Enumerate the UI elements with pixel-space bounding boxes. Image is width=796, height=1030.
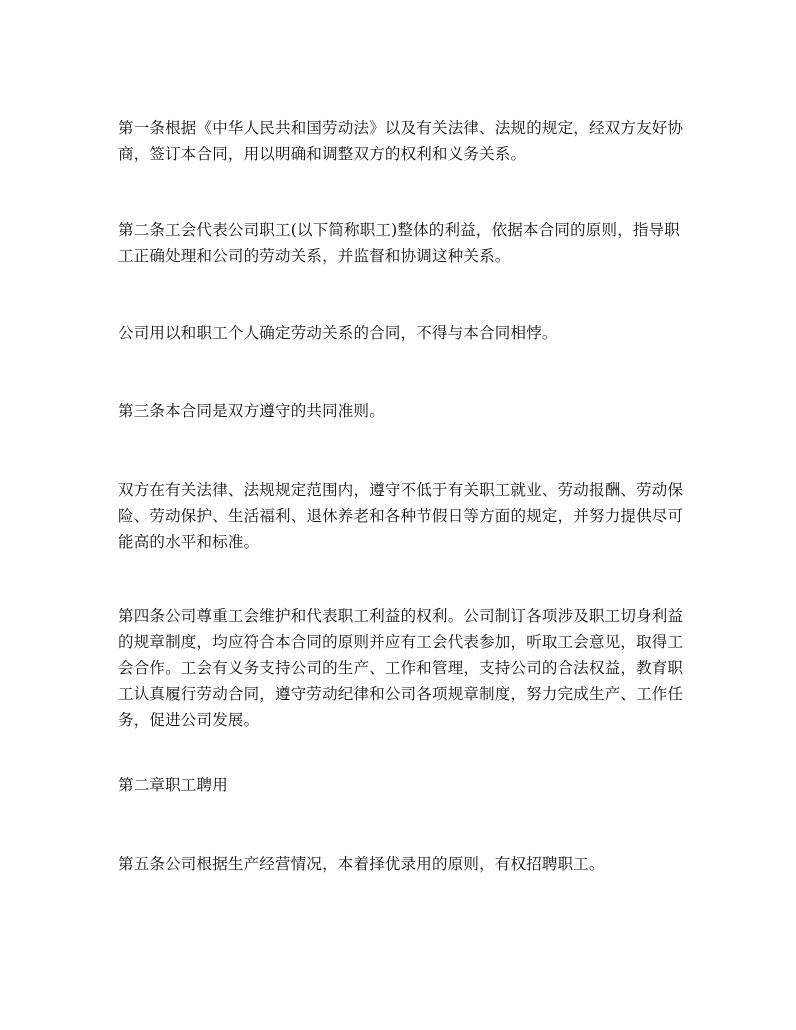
chapter-heading: 第二章职工聘用 xyxy=(118,776,228,794)
paragraph-article-3: 第三条本合同是双方遵守的共同准则。 xyxy=(118,402,385,420)
paragraph-article-4: 第四条公司尊重工会维护和代表职工利益的权利。公司制订各项涉及职工切身利益的规章制度，均应符合本合同的原则并应有工会代表参加，听取工会意见，取得工会合作。工会有义务支持公司的生产、工作和管理，支持公司的合法权益，教育职工认真履行劳动合同，遵守劳动纪律和公司各项规章制度，努力完成生产、工作任务，促进公司发展。 xyxy=(118,607,684,729)
paragraph-article-5: 第五条公司根据生产经营情况，本着择优录用的原则，有权招聘职工。 xyxy=(118,855,605,873)
paragraph-article-3-detail: 双方在有关法律、法规规定范围内，遵守不低于有关职工就业、劳动报酬、劳动保险、劳动保护、生活福利、退休养老和各种节假日等方面的规定，并努力提供尽可能高的水平和标准。 xyxy=(118,481,684,551)
paragraph-article-2: 第二条工会代表公司职工(以下简称职工)整体的利益，依据本合同的原则，指导职工正确处理和公司的劳动关系，并监督和协调这种关系。 xyxy=(118,221,680,265)
paragraph-article-1: 第一条根据《中华人民共和国劳动法》以及有关法律、法规的规定，经双方友好协商，签订本合同，用以明确和调整双方的权利和义务关系。 xyxy=(118,119,684,163)
paragraph-article-2-note: 公司用以和职工个人确定劳动关系的合同，不得与本合同相悖。 xyxy=(118,324,558,342)
